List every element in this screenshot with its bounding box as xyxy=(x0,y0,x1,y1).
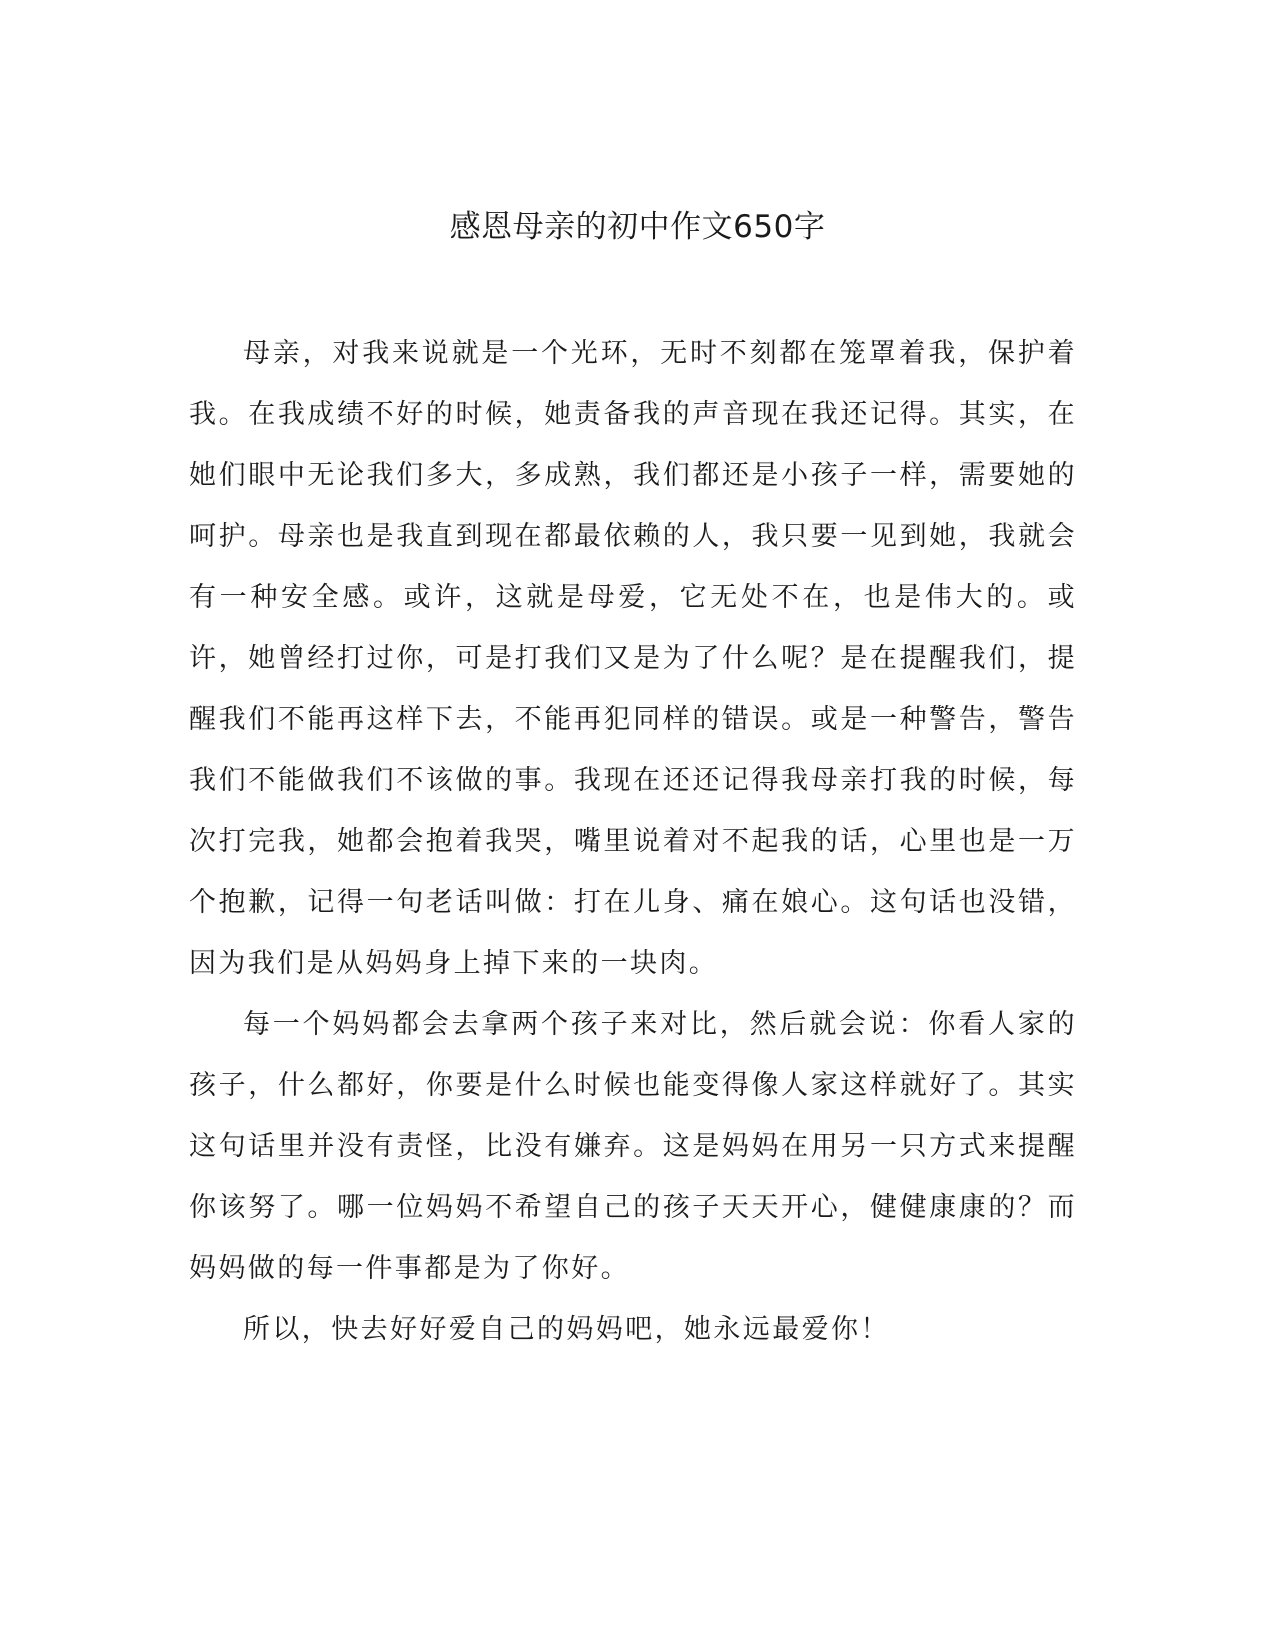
document-body xyxy=(189,323,1077,1360)
paragraph-1: 母亲，对我来说就是一个光环，无时不刻都在笼罩着我，保护着我。在我成绩不好的时候，她责备我的声音现在我还记得。其实，在她们眼中无论我们多大，多成熟，我们都还是小孩子一样，需要她的呵护。母亲也是我直到现在都最依赖的人，我只要一见到她，我就会有一种安全感。或许，这就是母爱，它无处不在，也是伟大的。或许，她曾经打过你，可是打我们又是为了什么呢？是在提醒我们，提醒我们不能再这样下去，不能再犯同样的错误。或是一种警告，警告我们不能做我们不该做的事。我现在还还记得我母亲打我的时候，每次打完我，她都会抱着我哭，嘴里说着对不起我的话，心里也是一万个抱歉，记得一句老话叫做：打在儿身、痛在娘心。这句话也没错，因为我们是从妈妈身上掉下来的一块肉。 xyxy=(189,338,1077,979)
paragraph-2: 每一个妈妈都会去拿两个孩子来对比，然后就会说：你看人家的孩子，什么都好，你要是什么时候也能变得像人家这样就好了。其实这句话里并没有责怪，比没有嫌弃。这是妈妈在用另一只方式来提醒你该努了。哪一位妈妈不希望自己的孩子天天开心，健健康康的？而妈妈做的每一件事都是为了你好。 xyxy=(189,1009,1077,1284)
paragraph-3: 所以，快去好好爱自己的妈妈吧，她永远最爱你！ xyxy=(243,1314,890,1345)
document-title: 感恩母亲的初中作文650字 xyxy=(449,209,826,245)
